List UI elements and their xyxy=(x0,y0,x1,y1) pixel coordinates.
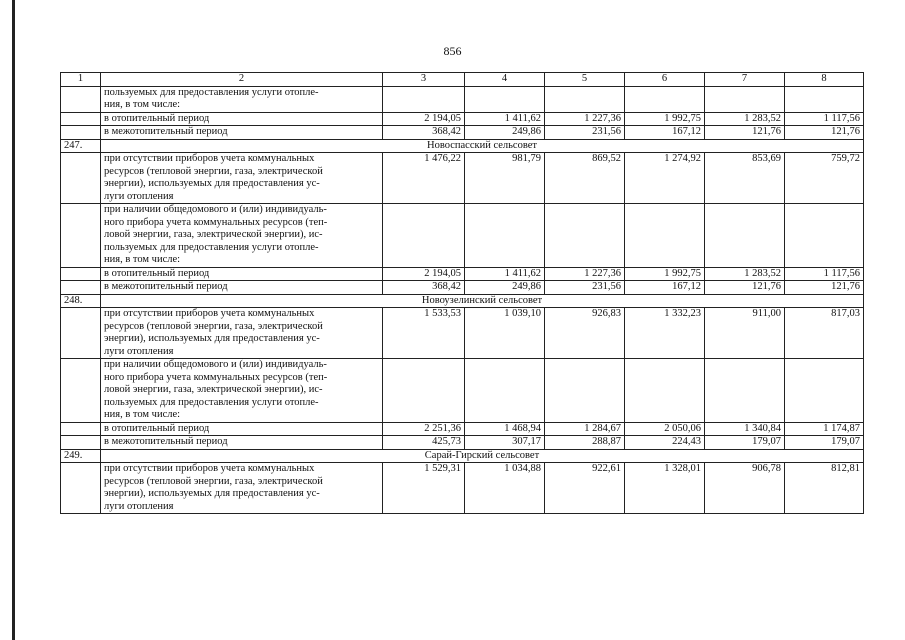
value-cell: 249,86 xyxy=(465,281,545,295)
description-line: пользуемых для предоставления услуги отопле- xyxy=(104,241,319,253)
row-description xyxy=(101,204,383,268)
table-row xyxy=(61,153,864,204)
value-cell xyxy=(625,359,705,423)
section-row xyxy=(61,294,864,308)
row-index xyxy=(61,463,101,514)
description-line: ресурсов (тепловой энергии, газа, электрической xyxy=(104,165,323,177)
column-header: 3 xyxy=(383,73,465,87)
value-cell: 167,12 xyxy=(625,126,705,140)
value-cell: 121,76 xyxy=(705,281,785,295)
value-cell: 179,07 xyxy=(785,436,864,450)
value-cell xyxy=(785,359,864,423)
row-index xyxy=(61,308,101,359)
value-cell: 1 476,22 xyxy=(383,153,465,204)
column-header: 2 xyxy=(101,73,383,87)
value-cell: 1 468,94 xyxy=(465,422,545,436)
value-cell: 1 529,31 xyxy=(383,463,465,514)
value-cell: 1 332,23 xyxy=(625,308,705,359)
value-cell: 1 039,10 xyxy=(465,308,545,359)
row-index xyxy=(61,112,101,126)
value-cell: 1 992,75 xyxy=(625,112,705,126)
column-header: 5 xyxy=(545,73,625,87)
description-line: при наличии общедомового и (или) индивидуаль- xyxy=(104,359,327,370)
value-cell: 1 283,52 xyxy=(705,267,785,281)
description-line: энергии), используемых для предоставления ус- xyxy=(104,178,320,189)
value-cell: 926,83 xyxy=(545,308,625,359)
row-description xyxy=(101,281,383,295)
value-cell xyxy=(785,86,864,112)
table-row xyxy=(61,359,864,423)
value-cell: 307,17 xyxy=(465,436,545,450)
value-cell: 1 340,84 xyxy=(705,422,785,436)
row-index: 247. xyxy=(61,139,101,153)
value-cell xyxy=(625,86,705,112)
description-line: пользуемых для предоставления услуги отопле- xyxy=(104,86,319,98)
value-cell: 1 117,56 xyxy=(785,267,864,281)
value-cell: 231,56 xyxy=(545,126,625,140)
value-cell: 425,73 xyxy=(383,436,465,450)
value-cell: 1 227,36 xyxy=(545,112,625,126)
row-index xyxy=(61,281,101,295)
description-line: в отопительный период xyxy=(104,112,210,124)
description-line: в межотопительный период xyxy=(104,436,228,447)
value-cell xyxy=(545,359,625,423)
value-cell xyxy=(705,359,785,423)
row-description xyxy=(101,359,383,423)
value-cell xyxy=(465,86,545,112)
value-cell: 231,56 xyxy=(545,281,625,295)
description-line: ловой энергии, газа, электрической энергии), ис- xyxy=(104,384,323,395)
value-cell: 1 411,62 xyxy=(465,267,545,281)
description-line: в межотопительный период xyxy=(104,126,228,137)
value-cell: 121,76 xyxy=(705,126,785,140)
value-cell: 1 283,52 xyxy=(705,112,785,126)
value-cell: 368,42 xyxy=(383,126,465,140)
value-cell xyxy=(545,204,625,268)
value-cell: 812,81 xyxy=(785,463,864,514)
section-row xyxy=(61,139,864,153)
description-line: в отопительный период xyxy=(104,267,210,279)
value-cell: 817,03 xyxy=(785,308,864,359)
description-line: ния, в том числе: xyxy=(104,99,181,110)
column-header: 7 xyxy=(705,73,785,87)
value-cell: 2 194,05 xyxy=(383,267,465,281)
section-title: Новоузелинский сельсовет xyxy=(101,294,864,308)
value-cell xyxy=(465,359,545,423)
table-row xyxy=(61,463,864,514)
page-number: 856 xyxy=(443,44,462,58)
value-cell: 1 992,75 xyxy=(625,267,705,281)
value-cell: 1 328,01 xyxy=(625,463,705,514)
scan-edge-bar xyxy=(12,0,15,640)
row-description xyxy=(101,86,383,112)
value-cell: 121,76 xyxy=(785,126,864,140)
table-row xyxy=(61,436,864,450)
row-index xyxy=(61,153,101,204)
column-header: 1 xyxy=(61,73,101,87)
value-cell: 853,69 xyxy=(705,153,785,204)
table-row xyxy=(61,204,864,268)
value-cell xyxy=(465,204,545,268)
table-row xyxy=(61,112,864,126)
row-description xyxy=(101,153,383,204)
description-line: энергии), используемых для предоставления ус- xyxy=(104,488,320,499)
description-line: ного прибора учета коммунальных ресурсов (теп- xyxy=(104,371,328,383)
row-description xyxy=(101,267,383,281)
row-index xyxy=(61,267,101,281)
value-cell: 288,87 xyxy=(545,436,625,450)
row-index xyxy=(61,86,101,112)
row-index: 248. xyxy=(61,294,101,308)
table-row xyxy=(61,126,864,140)
value-cell xyxy=(705,86,785,112)
section-title: Новоспасский сельсовет xyxy=(101,139,864,153)
description-line: ния, в том числе: xyxy=(104,409,181,420)
value-cell xyxy=(383,359,465,423)
description-line: при отсутствии приборов учета коммунальных xyxy=(104,308,315,319)
value-cell: 2 251,36 xyxy=(383,422,465,436)
value-cell: 179,07 xyxy=(705,436,785,450)
tariff-table xyxy=(60,72,864,514)
description-line: ния, в том числе: xyxy=(104,254,181,265)
description-line: в межотопительный период xyxy=(104,281,228,292)
value-cell xyxy=(785,204,864,268)
value-cell: 121,76 xyxy=(785,281,864,295)
value-cell: 1 533,53 xyxy=(383,308,465,359)
row-index xyxy=(61,204,101,268)
value-cell: 906,78 xyxy=(705,463,785,514)
value-cell: 224,43 xyxy=(625,436,705,450)
value-cell: 2 194,05 xyxy=(383,112,465,126)
value-cell: 759,72 xyxy=(785,153,864,204)
row-description xyxy=(101,112,383,126)
table-row xyxy=(61,308,864,359)
description-line: пользуемых для предоставления услуги отопле- xyxy=(104,396,319,408)
value-cell xyxy=(625,204,705,268)
row-description xyxy=(101,463,383,514)
value-cell xyxy=(383,86,465,112)
value-cell: 167,12 xyxy=(625,281,705,295)
table-row xyxy=(61,267,864,281)
description-line: луги отопления xyxy=(104,190,174,202)
row-index xyxy=(61,422,101,436)
value-cell: 2 050,06 xyxy=(625,422,705,436)
row-index: 249. xyxy=(61,449,101,463)
description-line: луги отопления xyxy=(104,345,174,357)
value-cell: 368,42 xyxy=(383,281,465,295)
row-index xyxy=(61,359,101,423)
row-description xyxy=(101,308,383,359)
description-line: ного прибора учета коммунальных ресурсов (теп- xyxy=(104,216,328,228)
row-description xyxy=(101,126,383,140)
value-cell: 1 274,92 xyxy=(625,153,705,204)
description-line: ресурсов (тепловой энергии, газа, электрической xyxy=(104,320,323,332)
table-row xyxy=(61,86,864,112)
column-header: 8 xyxy=(785,73,864,87)
value-cell: 1 174,87 xyxy=(785,422,864,436)
section-title: Сарай-Гирский сельсовет xyxy=(101,449,864,463)
value-cell: 1 227,36 xyxy=(545,267,625,281)
value-cell: 981,79 xyxy=(465,153,545,204)
description-line: при отсутствии приборов учета коммунальных xyxy=(104,463,315,474)
section-row xyxy=(61,449,864,463)
value-cell: 1 411,62 xyxy=(465,112,545,126)
value-cell: 1 117,56 xyxy=(785,112,864,126)
value-cell: 1 034,88 xyxy=(465,463,545,514)
value-cell: 911,00 xyxy=(705,308,785,359)
description-line: в отопительный период xyxy=(104,422,210,434)
value-cell xyxy=(545,86,625,112)
column-number-header xyxy=(61,73,864,87)
table-row xyxy=(61,422,864,436)
value-cell: 249,86 xyxy=(465,126,545,140)
description-line: луги отопления xyxy=(104,500,174,512)
column-header: 6 xyxy=(625,73,705,87)
table-row xyxy=(61,281,864,295)
description-line: при наличии общедомового и (или) индивидуаль- xyxy=(104,204,327,215)
column-header: 4 xyxy=(465,73,545,87)
row-description xyxy=(101,436,383,450)
value-cell xyxy=(705,204,785,268)
value-cell: 869,52 xyxy=(545,153,625,204)
row-description xyxy=(101,422,383,436)
row-index xyxy=(61,436,101,450)
description-line: при отсутствии приборов учета коммунальных xyxy=(104,153,315,164)
description-line: ловой энергии, газа, электрической энергии), ис- xyxy=(104,229,323,240)
value-cell xyxy=(383,204,465,268)
value-cell: 1 284,67 xyxy=(545,422,625,436)
value-cell: 922,61 xyxy=(545,463,625,514)
description-line: ресурсов (тепловой энергии, газа, электрической xyxy=(104,475,323,487)
description-line: энергии), используемых для предоставления ус- xyxy=(104,333,320,344)
row-index xyxy=(61,126,101,140)
